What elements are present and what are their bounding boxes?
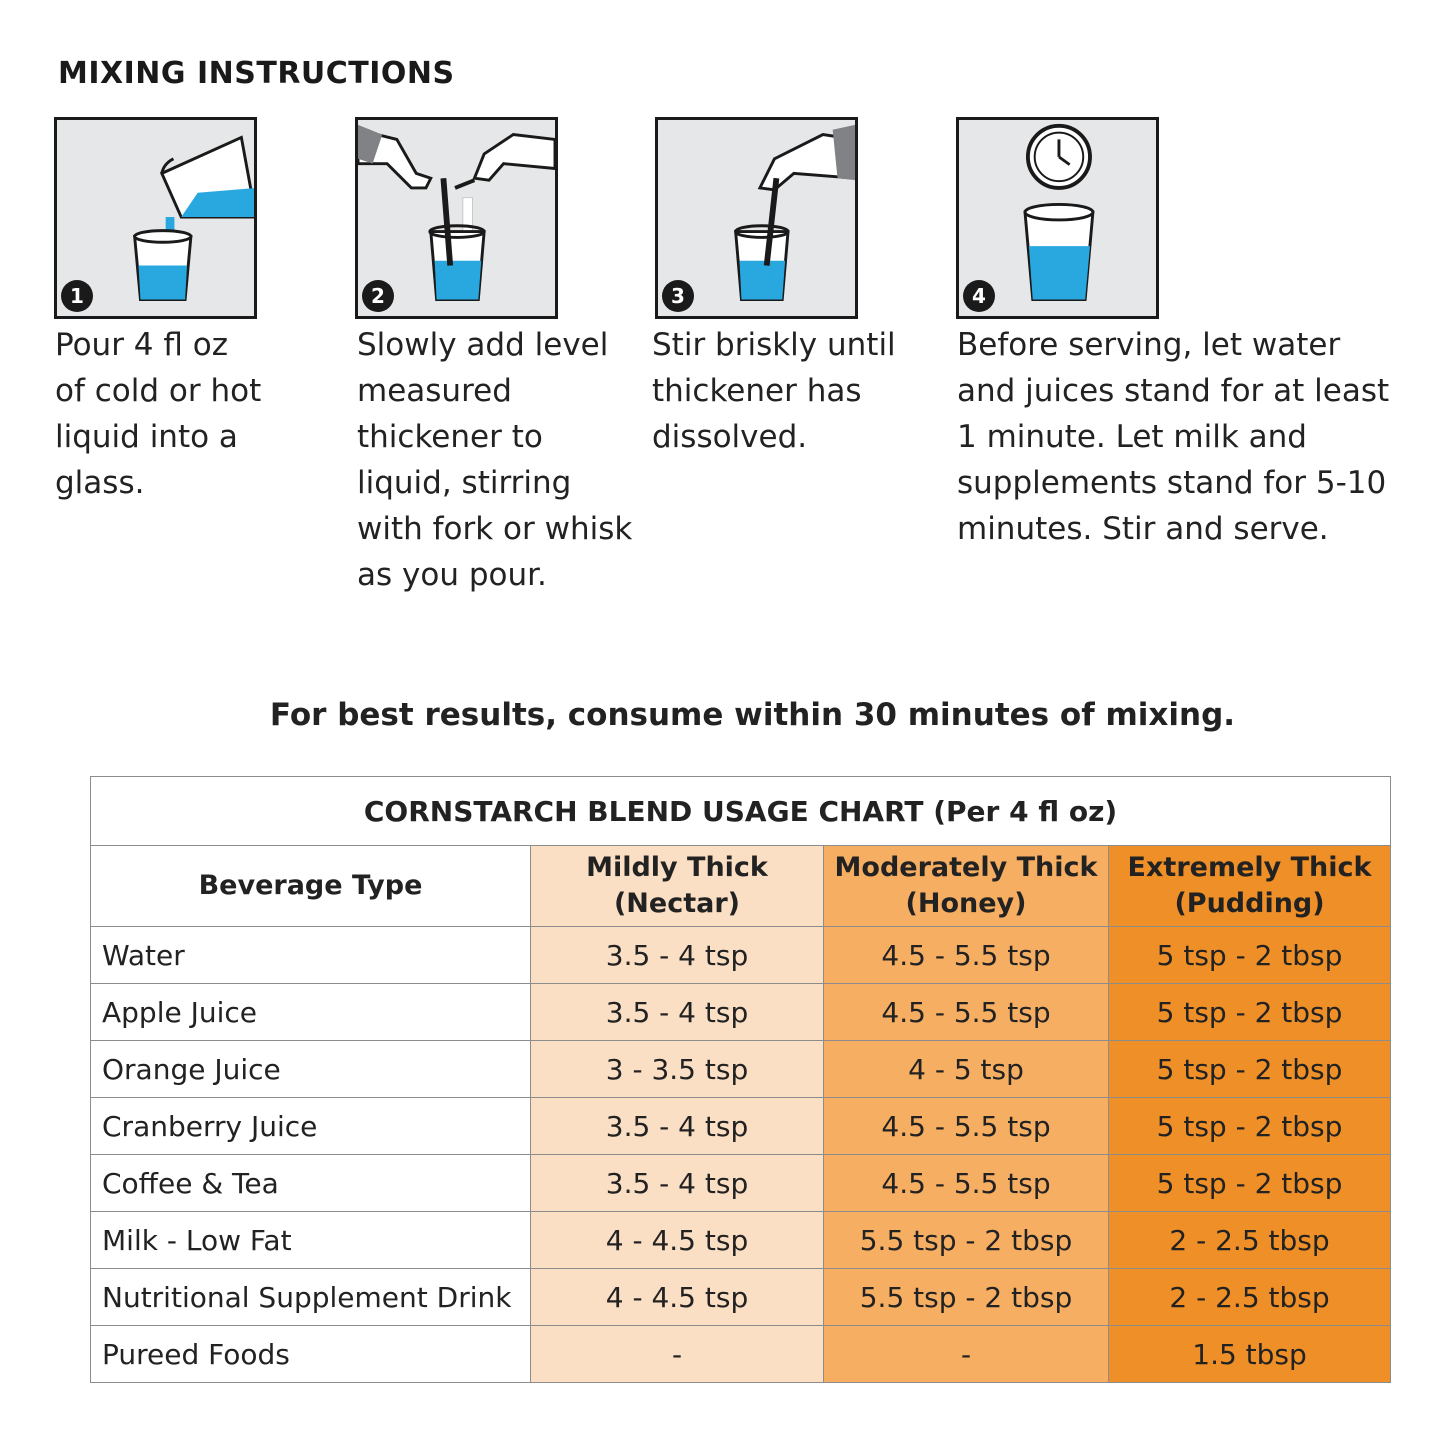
beverage-cell: Coffee & Tea	[91, 1155, 531, 1212]
mild-cell: -	[531, 1326, 824, 1383]
beverage-cell: Apple Juice	[91, 984, 531, 1041]
header-moderately-thick	[824, 846, 1109, 927]
mild-cell: 4 - 4.5 tsp	[531, 1269, 824, 1326]
table-row	[91, 984, 1391, 1041]
step-number-badge: 2	[362, 280, 394, 312]
moderate-cell: 4.5 - 5.5 tsp	[824, 984, 1109, 1041]
mild-cell: 3.5 - 4 tsp	[531, 984, 824, 1041]
header-line: Mildly Thick	[586, 852, 768, 883]
extreme-cell: 5 tsp - 2 tbsp	[1109, 1155, 1391, 1212]
step-2-illustration	[355, 117, 558, 319]
table-row	[91, 1212, 1391, 1269]
beverage-cell: Water	[91, 927, 531, 984]
table-row	[91, 1098, 1391, 1155]
extreme-cell: 5 tsp - 2 tbsp	[1109, 927, 1391, 984]
moderate-cell: -	[824, 1326, 1109, 1383]
header-extremely-thick	[1109, 846, 1391, 927]
header-line: Moderately Thick	[834, 852, 1098, 883]
page-title: MIXING INSTRUCTIONS	[58, 56, 455, 91]
extreme-cell: 1.5 tbsp	[1109, 1326, 1391, 1383]
step-number-badge: 3	[662, 280, 694, 312]
step-number-badge: 4	[963, 280, 995, 312]
header-line: (Honey)	[905, 888, 1027, 919]
moderate-cell: 4.5 - 5.5 tsp	[824, 927, 1109, 984]
extreme-cell: 2 - 2.5 tbsp	[1109, 1212, 1391, 1269]
extreme-cell: 5 tsp - 2 tbsp	[1109, 984, 1391, 1041]
moderate-cell: 4.5 - 5.5 tsp	[824, 1098, 1109, 1155]
mild-cell: 3.5 - 4 tsp	[531, 1098, 824, 1155]
step-1-text: Pour 4 fl oz of cold or hot liquid into a glass.	[55, 327, 262, 501]
beverage-cell: Cranberry Juice	[91, 1098, 531, 1155]
moderate-cell: 5.5 tsp - 2 tbsp	[824, 1212, 1109, 1269]
table-caption: CORNSTARCH BLEND USAGE CHART (Per 4 fl oz)	[91, 777, 1391, 846]
extreme-cell: 2 - 2.5 tbsp	[1109, 1269, 1391, 1326]
table-row	[91, 1326, 1391, 1383]
beverage-cell: Milk - Low Fat	[91, 1212, 531, 1269]
beverage-cell: Pureed Foods	[91, 1326, 531, 1383]
table-row	[91, 1041, 1391, 1098]
mild-cell: 3.5 - 4 tsp	[531, 927, 824, 984]
moderate-cell: 4.5 - 5.5 tsp	[824, 1155, 1109, 1212]
step-2-text: Slowly add level measured thickener to liquid, stirring with fork or whisk as you pour.	[357, 327, 633, 593]
step-4-illustration	[956, 117, 1159, 319]
moderate-cell: 5.5 tsp - 2 tbsp	[824, 1269, 1109, 1326]
step-3-text: Stir briskly until thickener has dissolved.	[652, 327, 896, 455]
step-4-text: Before serving, let water and juices stand for at least 1 minute. Let milk and supplements stand for 5-10 minutes. Stir and serve.	[957, 327, 1390, 547]
table-row	[91, 927, 1391, 984]
best-results-note: For best results, consume within 30 minutes of mixing.	[269, 697, 1236, 733]
moderate-cell: 4 - 5 tsp	[824, 1041, 1109, 1098]
table-row	[91, 1269, 1391, 1326]
extreme-cell: 5 tsp - 2 tbsp	[1109, 1098, 1391, 1155]
step-number-badge: 1	[61, 280, 93, 312]
beverage-cell: Nutritional Supplement Drink	[91, 1269, 531, 1326]
header-mildly-thick	[531, 846, 824, 927]
mild-cell: 3.5 - 4 tsp	[531, 1155, 824, 1212]
header-line: (Pudding)	[1174, 888, 1325, 919]
table-row	[91, 1155, 1391, 1212]
usage-chart-table	[90, 776, 1391, 1383]
header-line: Extremely Thick	[1127, 852, 1372, 883]
step-1-illustration	[54, 117, 257, 319]
mild-cell: 3 - 3.5 tsp	[531, 1041, 824, 1098]
extreme-cell: 5 tsp - 2 tbsp	[1109, 1041, 1391, 1098]
header-line: (Nectar)	[613, 888, 741, 919]
step-3-illustration	[655, 117, 858, 319]
mild-cell: 4 - 4.5 tsp	[531, 1212, 824, 1269]
header-beverage-type: Beverage Type	[91, 846, 531, 927]
beverage-cell: Orange Juice	[91, 1041, 531, 1098]
